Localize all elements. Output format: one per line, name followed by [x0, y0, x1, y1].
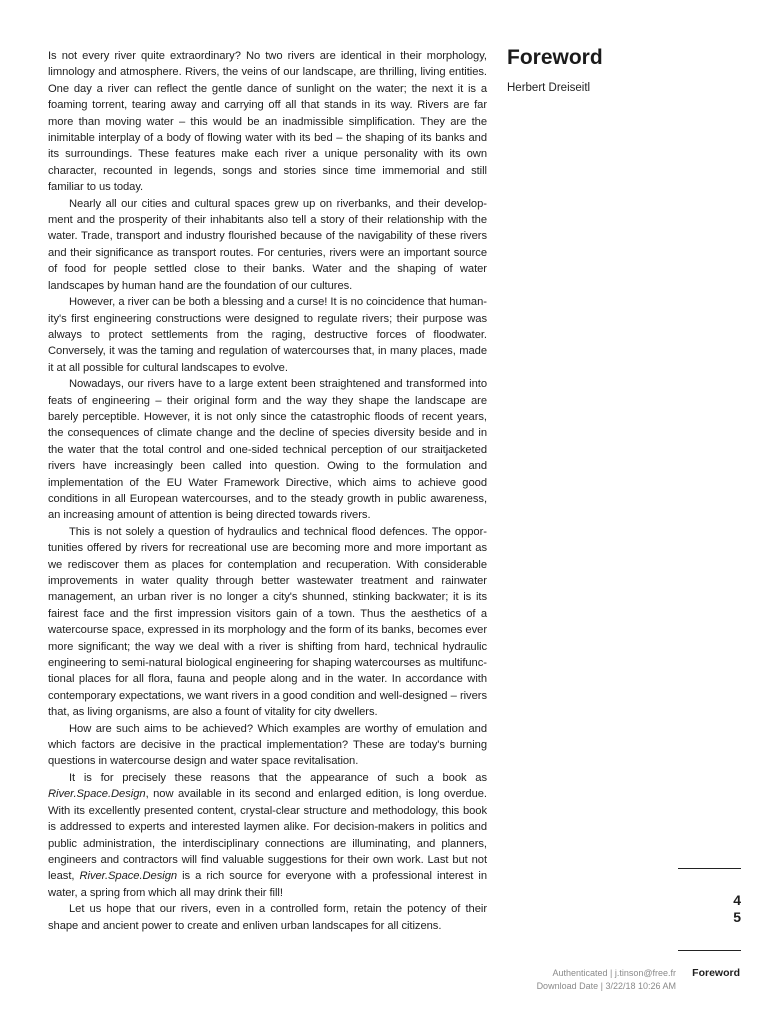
page-number-5: 5	[733, 909, 741, 925]
paragraph-5: This is not solely a question of hydraulics and technical flood defences. The opportunities offered by rivers for recreational use are becoming more and more important as we rediscover them as places for contemplation and recuperation. With considerable improvements in water quality through better wastewater treatment and rainwater management, an urban river is no longer a city's shunned, stinking backwater; it is its fairest face and the first impression visitors gain of a town. Thus the aesthetics of a watercourse space, expressed in its morphology and the form of its banks, becomes ever more significant; the way we deal with a river is shifting from hard, technical hydraulic engineering to semi-natural biological engineering for shaping watercourses as multifunctional places for all flora, fauna and people along and in the water. In accordance with contemporary expectations, we want rivers in a good condition and well-designed – rivers that, as living organisms, are also a fount of vitality for city dwellers.	[48, 525, 487, 719]
paragraph-1: Is not every river quite extraordinary? No two rivers are identical in their morphology, limnology and atmosphere. Rivers, the veins of our landscape, are thrilling, living entities. One day a river can reflect the gentle dance of sunlight on the water; the next it is a foaming torrent, tearing away and carrying off all that stands in its way. Rivers are far more than moving water – this would be an inadmissible simplification. They are the inimitable interplay of a body of flowing water with its bed – the shaping of its banks and its surroundings. These features make each river a unique personality with its own character, recounted in legends, songs and stories since time immemorial and still familiar to us today.	[48, 50, 487, 194]
paragraph-6: How are such aims to be achieved? Which examples are worthy of emulation and which factors are decisive in the practical implementation? These are today's burning questions in watercourse design and water space revitalisation.	[48, 722, 487, 768]
paragraph-7: It is for precisely these reasons that the appearance of such a book as River.Space.Design, now available in its second and enlarged edition, is long overdue. With its excellently presented content, crystal-clear structure and methodology, this book is addressed to experts and interested laymen alike. For decision-makers in politics and public administration, the interdisciplinary connections are illuminating, and planners, engineers and contractors will find valuable suggestions for their own work. Last but not least, River.Space.Design is a rich source for everyone with a professional interest in water, a spring from which all may drink their fill!	[48, 771, 487, 899]
paragraph-4: Nowadays, our rivers have to a large extent been straightened and transformed into feats of engineering – their original form and the way they shape the landscape are barely perceptible. However, it is not only since the catastrophic floods of recent years, the consequences of climate change and the decline of species diversity beside and in the water that the total control and one-sided technical perception of our straitjacketed rivers have increasingly been called into question. Owing to the formulation and implementation of the EU Water Framework Directive, which aims to achieve good conditions in all European watercourses, and to the steady growth in public awareness, an increasing amount of attention is being directed towards rivers.	[48, 378, 487, 522]
book-title: River.Space.Design	[48, 788, 146, 801]
authentication-info	[537, 967, 676, 992]
paragraph-3: However, a river can be both a blessing and a curse! It is no coincidence that humanity's first engineering constructions were designed to regulate rivers; their purpose was always to protect settlements from the raging, destructive forces of floodwater. Conversely, it was the taming and regulation of watercourses that, in many places, made it at all possible for cultural landscapes to evolve.	[48, 296, 487, 374]
running-head: Foreword	[692, 967, 740, 979]
book-title: River.Space.Design	[79, 870, 178, 883]
authenticated-line: Authenticated | j.tinson@free.fr	[552, 968, 676, 978]
download-date-line: Download Date | 3/22/18 10:26 AM	[536, 980, 676, 991]
foreword-body-text	[48, 48, 487, 934]
top-divider	[678, 868, 741, 869]
paragraph-8: Let us hope that our rivers, even in a controlled form, retain the potency of their shape and ancient power to create and enliven urban landscapes for all citizens.	[48, 903, 487, 932]
page-number-4: 4	[733, 892, 741, 908]
paragraph-2: Nearly all our cities and cultural spaces grew up on riverbanks, and their development and the prosperity of their inhabitants also tell a story of their relationship with the water. Trade, transport and industry flourished because of the navigability of these rivers and their significance as transport routes. For centuries, rivers were an important source of food for people settled close to their banks. Water and the shaping of water landscapes by human hand are the foundation of our cultures.	[48, 197, 487, 292]
author-name: Herbert Dreiseitl	[507, 82, 591, 94]
bottom-divider	[678, 950, 741, 951]
chapter-title: Foreword	[507, 46, 603, 69]
